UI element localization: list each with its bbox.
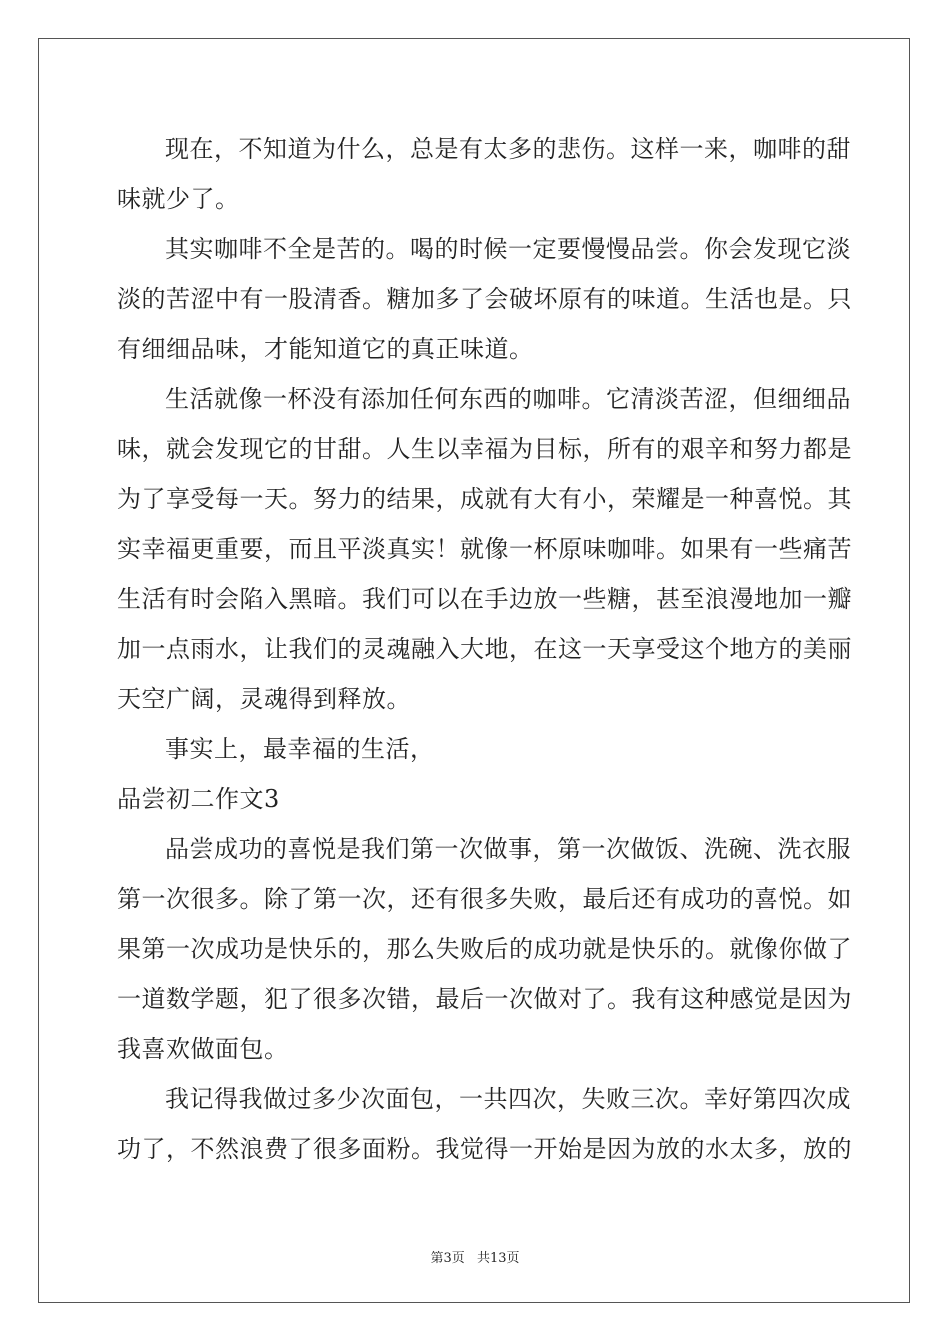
paragraph-line: 为了享受每一天。努力的结果，成就有大有小，荣耀是一种喜悦。其 [117, 485, 852, 513]
paragraph-line: 加一点雨水，让我们的灵魂融入大地，在这一天享受这个地方的美丽 [117, 635, 852, 663]
paragraph-line: 我喜欢做面包。 [117, 1035, 289, 1063]
paragraph-line: 生活有时会陷入黑暗。我们可以在手边放一些糖，甚至浪漫地加一瓣 [117, 585, 852, 613]
paragraph-line: 有细细品味，才能知道它的真正味道。 [117, 335, 534, 363]
paragraph-line: 品尝成功的喜悦是我们第一次做事，第一次做饭、洗碗、洗衣服 [165, 835, 851, 863]
paragraph-line: 其实咖啡不全是苦的。喝的时候一定要慢慢品尝。你会发现它淡 [165, 235, 851, 263]
paragraph-line: 天空广阔，灵魂得到释放。 [117, 685, 411, 713]
paragraph-line: 味，就会发现它的甘甜。人生以幸福为目标，所有的艰辛和努力都是 [117, 435, 852, 463]
paragraph-line: 淡的苦涩中有一股清香。糖加多了会破坏原有的味道。生活也是。只 [117, 285, 852, 313]
paragraph-line: 我记得我做过多少次面包，一共四次，失败三次。幸好第四次成 [165, 1085, 851, 1113]
paragraph-line: 现在，不知道为什么，总是有太多的悲伤。这样一来，咖啡的甜 [165, 135, 851, 163]
paragraph-line: 功了，不然浪费了很多面粉。我觉得一开始是因为放的水太多，放的 [117, 1135, 852, 1163]
paragraph-line: 实幸福更重要，而且平淡真实！就像一杯原味咖啡。如果有一些痛苦 [117, 535, 852, 563]
section-heading: 品尝初二作文3 [117, 785, 280, 813]
paragraph-line: 一道数学题，犯了很多次错，最后一次做对了。我有这种感觉是因为 [117, 985, 852, 1013]
paragraph-line: 味就少了。 [117, 185, 240, 213]
page-border [38, 38, 910, 1303]
paragraph-line: 生活就像一杯没有添加任何东西的咖啡。它清淡苦涩，但细细品 [165, 385, 851, 413]
page-footer [0, 1247, 950, 1266]
page-total: 共13页 [476, 1251, 520, 1266]
page-number: 第3页 [430, 1251, 465, 1266]
paragraph-line: 果第一次成功是快乐的，那么失败后的成功就是快乐的。就像你做了 [117, 935, 852, 963]
paragraph-line: 事实上，最幸福的生活， [165, 735, 435, 763]
paragraph-line: 第一次很多。除了第一次，还有很多失败，最后还有成功的喜悦。如 [117, 885, 852, 913]
